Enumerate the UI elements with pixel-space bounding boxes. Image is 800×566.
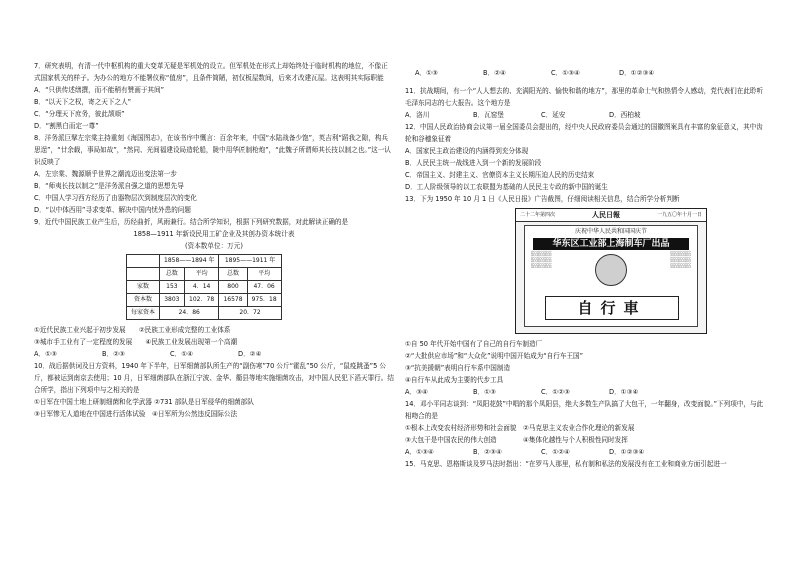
left-column [34,60,394,420]
statement: ①自 50 年代开始中国有了自己的自行车制造厂 [405,340,543,349]
ad-text-left: ░░░░░░ ░░░░░░ ░░░░░░ [531,252,552,270]
statement: ①日军在中国土地上研制细菌和化学武器 ②731 部队是日军侵华的细菌部队 [34,398,254,406]
choice-d: D．西柏坡 [609,111,641,120]
statement: ③日军惨无人道地在中国进行活体试验 ④日军所为公然违反国际公法 [34,410,238,418]
newspaper-header [516,209,706,222]
row-label: 资本数 [127,294,160,307]
question-stem: 13．下为 1950 年 10 月 1 日《人民日报》广告截图，仔细阅读相关信息，结合所学分析判断 [405,195,680,204]
row-label: 家数 [127,281,160,294]
option-b: B．“以天下之权，寄之天下之人” [34,98,132,106]
choice-d: D．①②③④ [619,68,655,77]
statement: ②“大批供应市场”和“大众化”说明中国开始成为“自行车王国” [405,352,584,361]
table-header-row [127,255,282,268]
question-stem: 9．近代中国民族工业产生后，历经曲折，风雨兼行。结合所学知识，根据下列研究数据，对此解读正确的是 [34,218,349,226]
table-row [127,294,282,307]
choice-c: C．①③④ [551,68,580,77]
choice-a: A．洛川 [405,111,430,120]
choice-a: A．①③ [34,350,57,358]
table-title: 1858—1911 年新设民用工矿企业及其创办资本统计表 [133,230,295,238]
q10-answer-choices [415,67,767,79]
statement: ①根本上改变农村经济形势和社会面貌 ②马克思主义农业合作化理论的新发展 [405,424,635,433]
question-10 [34,360,394,420]
statement-3-4 [34,336,394,348]
table-cell: 16578 [219,294,247,307]
question-stem: 7．研究表明，有清一代中枢机构的重大变革无疑是军机处的设立。但军机处在形式上却始终处于临时机构的地位，不像正式国家机关的样子。为办公的地方不能署仪称“值房”，且条件简陋，初仅板屋数间，后来才改建瓦屋。这表明其实际职能 [34,62,388,82]
question-stem: 11．抗战期间，有一个“人人想去的、充满阳光的、愉快和谐的地方”，那里的革命士气和热情令人感动，党代表们在此聆听毛泽东同志的七大报告。这个地方是 [405,87,764,108]
choice-d: D．①②③④ [609,448,645,457]
ad-body [525,252,697,286]
ad-product-name: 自行車 [545,296,679,320]
answer-choices [405,386,767,398]
table-subheader-row [127,268,282,281]
newspaper-ad-image [515,208,707,334]
option-d: D．“以中体西用”寻求变革、解决中国内忧外患的问题 [34,206,191,214]
question-14 [405,398,767,458]
period-1-header: 1858——1894 年 [160,255,219,268]
answer-choices [34,348,394,360]
choice-b: B．②③④ [473,448,502,457]
col-total: 总数 [160,268,185,281]
statement-1-2 [34,324,394,336]
table-corner-cell [127,268,160,281]
question-stem: 12．中国人民政治协商会议第一届全国委员会提出的，经中央人民政府委员会通过的国徽图案具有丰富的象征意义，其中齿轮和谷穗象征着 [405,123,763,144]
table-cell: 47．06 [247,281,281,294]
bicycle-emblem-icon [595,254,627,286]
answer-choices [405,109,767,121]
choice-c: C．①②④ [541,448,570,457]
question-7 [34,60,394,132]
col-avg: 平均 [184,268,219,281]
statement: ④自行车从此成为主要的代步工具 [405,376,504,385]
question-stem: 10．战后据供词及日方资料，1940 年下半年，日军细菌部队所生产的“副伤寒”70 公斤“霍乱”50 公斤，“鼠疫跳蚤”5 公斤，都被运到南京去使用；10 月，日军细菌部队在浙江宁波、金华、衢县等地实施细菌攻击，对中国人民犯下滔天罪行。结合所学，指出下列项中与之相关的是 [34,362,394,394]
option-b: B．“师夷长技以制之”是洋务派自强之道的思想先导 [34,182,184,190]
option-b: B．人民民主统一战线进入到一个新的发展阶段 [405,159,542,168]
question-stem: 15．马克思、恩格斯谈及罗马法时指出：“在罗马人那里，私有制和私法的发展没有在工业和商业方面引起进一 [405,460,727,469]
question-9 [34,216,394,360]
enterprise-stats-table [126,254,282,320]
col-total: 总数 [219,268,247,281]
question-13 [405,193,767,398]
statement: ③“抗美援朝”表明自行车系中国制造 [405,364,511,373]
option-a: A．“只供传述缮撰，而不能稍有赞画于其间” [34,86,165,94]
table-cell: 102．78 [184,294,219,307]
statement: ③城市手工业有了一定程度的发展 [34,338,133,346]
choice-d: D．②④ [238,350,262,358]
choice-b: B．②④ [483,68,506,77]
option-a: A．左宗棠、魏源顺乎世界之潮流迈出变法第一步 [34,170,177,178]
issue-label: 二十二年第四次 [520,212,556,219]
choice-c: C．延安 [541,111,566,120]
table-cell: 4．14 [184,281,219,294]
table-cell: 975．18 [247,294,281,307]
option-d: D．“割黑白而定一尊” [34,122,99,130]
option-c: C．帝国主义、封建主义、官僚资本主义长期压迫人民的历史结束 [405,171,595,180]
ad-heading: 庆祝中华人民共和国国庆节 [574,228,647,236]
question-stem: 8．洋务派巨擘左宗棠主持重刻《海国图志》，在该书序中慨言：百余年来，中国“水陆战备少饱”，英吉利“蹈我之隙，构兵思逞”，“廿余载，事局如故”，“然同、光间福建设局造轮船，陇中用华匠制枪炮”，“此魏子所谓师其长技以制之也。”这一认识反映了 [34,134,391,166]
question-15 [405,458,767,470]
ad-title: 华东区工业部上海制车厂出品 [533,238,689,250]
table-row [127,281,282,294]
table-cell: 153 [160,281,185,294]
table-cell: 3803 [160,294,185,307]
masthead-logo: 人民日報 [592,210,620,220]
table-corner-cell [127,255,160,268]
table-cell: 24．86 [160,307,219,320]
option-c: C．中国人学习西方经历了由器物层次到制度层次的变化 [34,194,197,202]
question-8 [34,132,394,216]
statement: ②民族工业形成完整的工业体系 [138,326,231,334]
period-2-header: 1895——1911 年 [219,255,281,268]
choice-b: B．瓦窑堡 [473,111,504,120]
choice-b: B．①③ [473,388,496,397]
choice-b: B．②③ [102,350,125,358]
choice-a: A．③④ [405,388,428,397]
statement: ③大包干是中国农民的伟大创造 ④集体化越性与个人积极性同时发挥 [405,436,628,445]
date-label: 一九五〇年十月一日 [656,212,702,219]
choice-c: C．①④ [170,350,194,358]
choice-c: C．①②③ [541,388,570,397]
option-a: A．国家民主政治建设的内涵得到充分体现 [405,147,529,156]
table-cell: 800 [219,281,247,294]
choice-d: D．①③④ [609,388,639,397]
statement: ①近代民族工业兴起于初步发展 [34,326,126,334]
ad-text-right: ░░░░░░ ░░░░░░ ░░░░░░ [670,252,691,270]
table-cell: 20．72 [219,307,281,320]
col-avg: 平均 [247,268,281,281]
option-d: D．工人阶级领导的以工农联盟为基础的人民民主专政的新中国的诞生 [405,183,608,192]
right-column [405,60,767,470]
statement: ④民族工业发展出现第一个高潮 [145,338,238,346]
choice-a: A．①③④ [405,448,434,457]
question-11 [405,85,767,121]
option-c: C．“分理天下庶务，彼此颉颃” [34,110,125,118]
table-row [127,307,282,320]
choice-a: A．①③ [415,68,438,77]
question-stem: 14．邓小平同志谈到：“凤阳花鼓”中唱的那个凤阳县，绝大多数生产队搞了大包干，一年翻身，改变面貌。”下列项中，与此相吻合的是 [405,400,764,421]
table-unit: (资本数单位：万元) [185,242,243,250]
question-12 [405,121,767,193]
answer-choices [405,446,767,458]
row-label: 每家资本 [127,307,160,320]
advertisement-box [524,225,698,327]
